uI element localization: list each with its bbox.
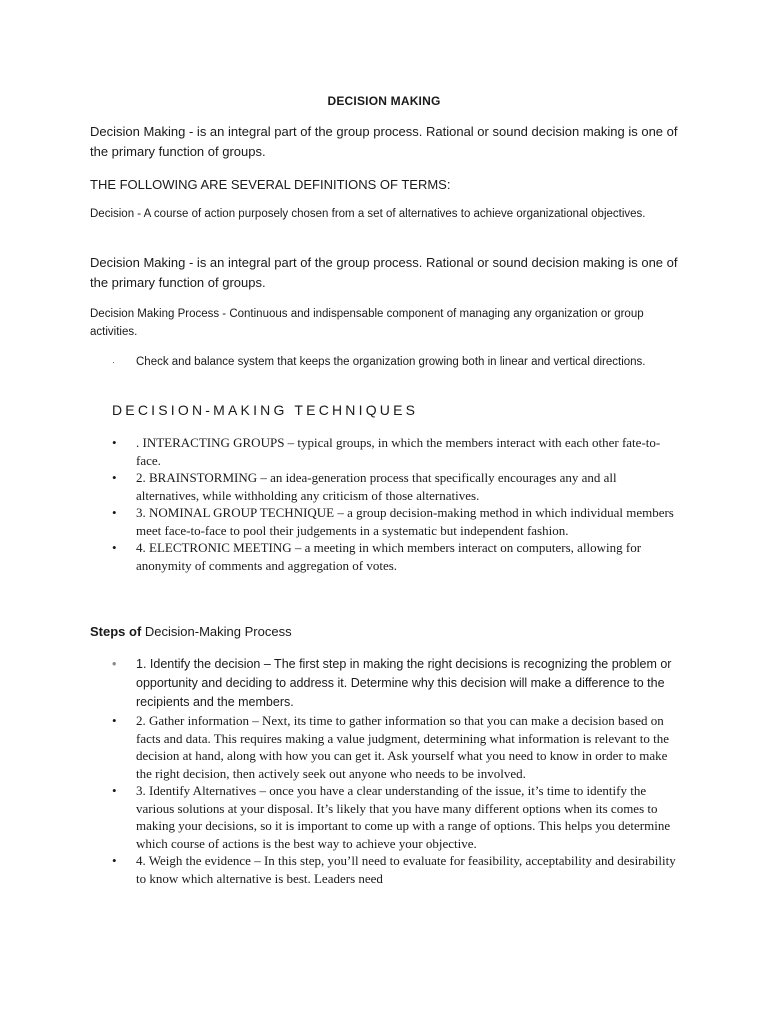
steps-heading-bold: Steps of — [90, 624, 142, 639]
step-text: 4. Weigh the evidence – In this step, you’ll need to evaluate for feasibility, acceptability and desirability to know which alternative is best. Leaders need — [136, 853, 676, 886]
bullet-marker: • — [112, 853, 117, 868]
bullet-marker: • — [112, 540, 117, 555]
process-bullet-list — [112, 353, 652, 371]
list-item — [112, 712, 682, 782]
list-item — [112, 539, 682, 574]
step-text: 1. Identify the decision – The first step in making the right decisions is recognizing the problem or opportunity and deciding to address it. Determine why this decision will make a difference to the recipients and the members. — [136, 657, 672, 709]
list-item — [112, 655, 682, 712]
bullet-marker: • — [112, 505, 117, 520]
intro-paragraph: Decision Making - is an integral part of the group process. Rational or sound decision making is one of the primary function of groups. — [90, 124, 678, 159]
technique-text: 2. BRAINSTORMING – an idea-generation process that specifically encourages any and all alternatives, while withholding any criticism of those alternatives. — [136, 470, 617, 503]
definitions-heading: THE FOLLOWING ARE SEVERAL DEFINITIONS OF TERMS: — [90, 177, 451, 192]
list-item — [112, 852, 682, 887]
decision-making-definition: Decision Making - is an integral part of the group process. Rational or sound decision making is one of the primary function of groups. — [90, 255, 678, 290]
bullet-marker: • — [112, 435, 117, 450]
step-text: 3. Identify Alternatives – once you have a clear understanding of the issue, it’s time to identify the various solutions at your disposal. It’s likely that you have many different options when its comes to making your decisions, so it is important to come up with a range of options. This helps you determine which course of actions is the best way to achieve your objective. — [136, 783, 671, 851]
steps-heading — [90, 624, 292, 639]
process-definition: Decision Making Process - Continuous and indispensable component of managing any organization or group activities. — [90, 308, 644, 338]
process-bullet-text: Check and balance system that keeps the organization growing both in linear and vertical directions. — [136, 356, 646, 368]
list-item — [112, 504, 682, 539]
bullet-marker: • — [112, 783, 117, 798]
list-item — [112, 353, 652, 371]
technique-text: . INTERACTING GROUPS – typical groups, in which the members interact with each other fate-to-face. — [136, 435, 661, 468]
document-title: DECISION MAKING — [327, 94, 441, 108]
list-item — [112, 782, 682, 852]
technique-text: 4. ELECTRONIC MEETING – a meeting in which members interact on computers, allowing for anonymity of comments and aggregation of votes. — [136, 540, 642, 573]
steps-heading-rest: Decision-Making Process — [141, 624, 292, 639]
decision-definition: Decision - A course of action purposely chosen from a set of alternatives to achieve organizational objectives. — [90, 208, 646, 220]
bullet-marker: • — [112, 470, 117, 485]
list-item — [112, 434, 682, 469]
step-text: 2. Gather information – Next, its time to gather information so that you can make a decision based on facts and data. This requires making a value judgment, determining what information is relevant to the decision at hand, along with how you can get it. Ask yourself what you need to know in order to make the right decision, then actively seek out anyone who needs to be involved. — [136, 713, 669, 781]
list-item — [112, 469, 682, 504]
techniques-list — [112, 434, 682, 574]
techniques-heading: DECISION-MAKING TECHNIQUES — [112, 402, 419, 418]
bullet-marker: • — [112, 657, 117, 671]
steps-list — [112, 655, 682, 887]
bullet-marker: · — [112, 357, 115, 367]
technique-text: 3. NOMINAL GROUP TECHNIQUE – a group decision-making method in which individual members meet face-to-face to pool their judgements in a systematic but independent fashion. — [136, 505, 674, 538]
bullet-marker: • — [112, 713, 117, 728]
